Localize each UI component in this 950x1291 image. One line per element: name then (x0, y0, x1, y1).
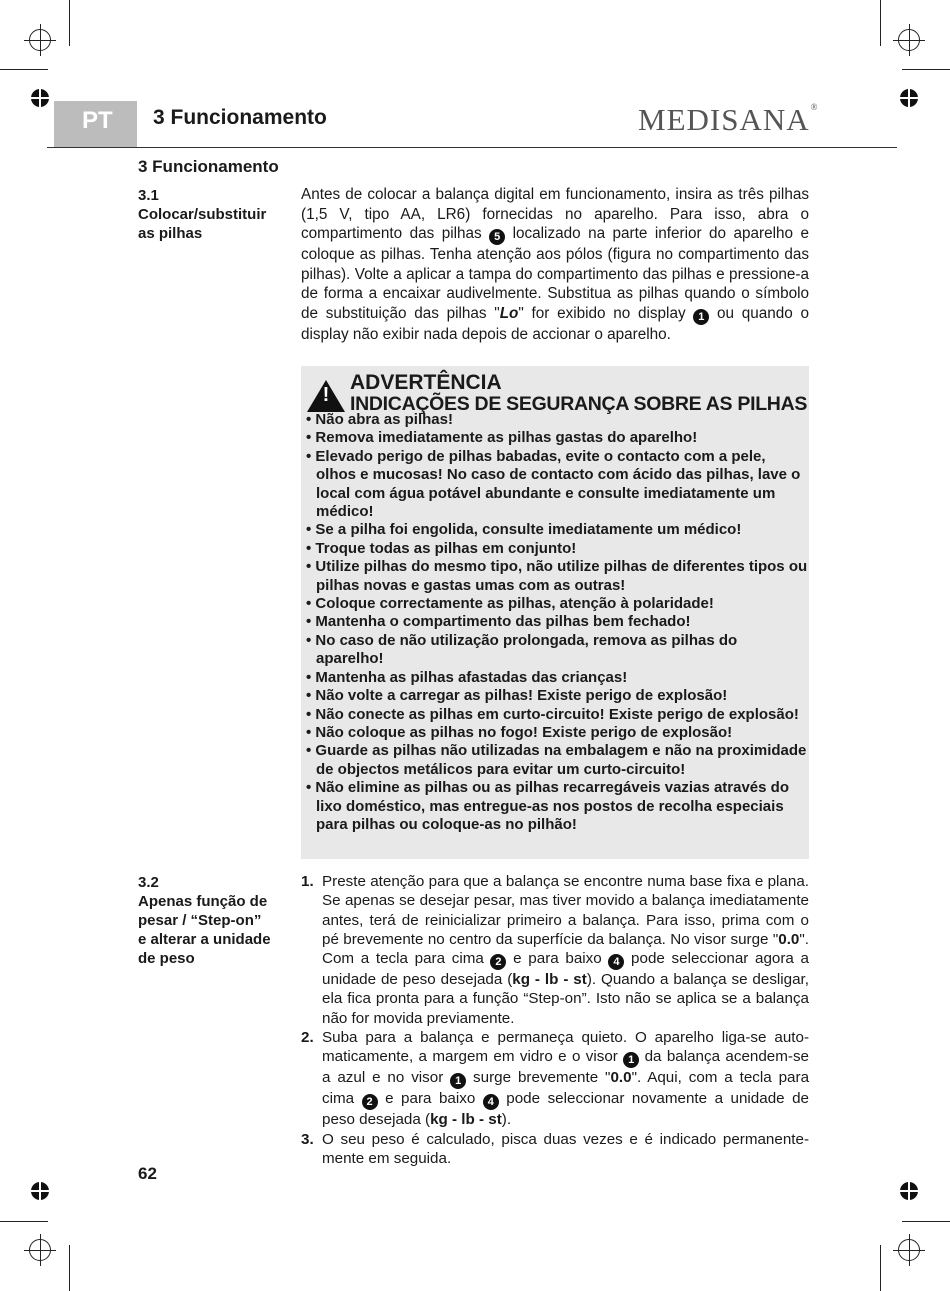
text: localizado na parte inferior do aparelho e coloque as pilhas. Tenha atenção aos pólos (figura no compartimento das pilhas). Volte a aplicar a tampa do compartimento das pilhas e pressione-a de forma a encaixar audivelmente. Substitua as pilhas quando o símbolo de substituição das pilhas " (301, 225, 809, 322)
list-item: • Guarde as pilhas não utilizadas na embalagem e não na proximidade de objectos metálicos para evitar um curto-circuito! (306, 742, 807, 778)
list-item: • Elevado perigo de pilhas babadas, evite o contacto com a pele, olhos e mucosas! No caso de contacto com ácido das pilhas, lave o local com água potável abundante e consulte imediatamente um médico! (306, 447, 801, 521)
ref-number-icon: 2 (490, 954, 506, 970)
registered-mark: ® (810, 102, 819, 112)
ref-number-icon: 5 (489, 229, 505, 245)
step-number: 3. (301, 1130, 314, 1148)
section-number: 3.1 (138, 187, 159, 204)
text: ou quando o display não exibir nada depois de accionar o aparelho. (301, 304, 809, 343)
warning-list (306, 411, 808, 834)
step-item (301, 872, 809, 1028)
list-item: • Não conecte as pilhas em curto-circuito! Existe perigo de explosão! (306, 705, 799, 723)
list-item: • Troque todas as pilhas em conjunto! (306, 539, 577, 557)
section-label-line: as pilhas (138, 225, 203, 242)
step-item (301, 1130, 809, 1169)
warning-box (301, 366, 809, 859)
text: surge brevemente " (466, 1069, 611, 1087)
text: da balança acendem-se a azul e no visor (322, 1048, 809, 1087)
step-number: 2. (301, 1029, 314, 1047)
ref-number-icon: 1 (450, 1073, 466, 1089)
crop-mark (902, 1221, 950, 1222)
list-item: • Não volte a carregar as pilhas! Existe perigo de explosão! (306, 687, 728, 705)
registration-mark-icon (898, 29, 920, 51)
text: ). (501, 1111, 512, 1129)
text: ". Com a tecla para cima (322, 930, 809, 968)
registration-dot-icon (31, 89, 49, 107)
warning-title: ADVERTÊNCIA (350, 371, 502, 394)
list-item: • Mantenha o compartimento das pilhas bem fechado! (306, 613, 691, 631)
list-item: • Se a pilha foi engolida, consulte imediatamente um médico! (306, 521, 742, 539)
warning-subtitle: INDICAÇÕES DE SEGURANÇA SOBRE AS PILHAS (350, 393, 808, 415)
registration-dot-icon (31, 1182, 49, 1200)
page-number: 62 (138, 1164, 157, 1183)
section-title: 3 Funcionamento (138, 157, 279, 176)
list-item: • Utilize pilhas do mesmo tipo, não utilize pilhas de diferentes tipos ou pilhas novas e gastas umas com as outras! (306, 558, 808, 594)
display-value: 0.0 (610, 1069, 632, 1087)
list-item: • Remova imediatamente as pilhas gastas do aparelho! (306, 429, 698, 447)
text: Suba para a balança e permaneça quieto. O aparelho liga-se automaticamente, a margem em vidro e o visor (322, 1029, 809, 1066)
crop-mark (902, 69, 950, 70)
crop-mark (880, 1245, 881, 1291)
header-divider (47, 147, 897, 148)
ref-number-icon: 2 (362, 1094, 378, 1110)
ref-number-icon: 4 (483, 1094, 499, 1110)
crop-mark (0, 1221, 48, 1222)
text: e para baixo (506, 950, 609, 968)
section-label-line: Colocar/substituir (138, 206, 267, 223)
registration-dot-icon (900, 1182, 918, 1200)
list-item: • Coloque correctamente as pilhas, atenção à polaridade! (306, 595, 714, 613)
text: e para baixo (377, 1090, 483, 1108)
ref-number-icon: 4 (608, 954, 624, 970)
crop-mark (0, 69, 48, 70)
text: pode seleccionar agora a unidade de peso desejada ( (322, 950, 810, 989)
section-3-2-label (138, 873, 271, 968)
section-3-1-label (138, 186, 266, 243)
list-item: • Mantenha as pilhas afastadas das crianças! (306, 668, 628, 686)
step-number: 1. (301, 873, 314, 890)
exclamation-icon: ! (322, 384, 330, 406)
step-item (301, 1028, 809, 1130)
units-text: kg - lb - st (430, 1111, 502, 1129)
registration-mark-icon (898, 1239, 920, 1261)
crop-mark (69, 1245, 70, 1291)
section-number: 3.2 (138, 874, 159, 891)
section-3-1-paragraph (301, 185, 809, 344)
section-label-line: pesar / “Step-on” (138, 912, 262, 929)
lo-symbol: Lo (499, 304, 519, 322)
crop-mark (69, 0, 70, 46)
registration-mark-icon (29, 1239, 51, 1261)
text: ". Aqui, com a tecla para cima (322, 1069, 810, 1108)
language-badge: PT (54, 101, 137, 147)
section-label-line: e alterar a unidade (138, 931, 271, 948)
text: Antes de colocar a balança digital em funcionamento, insira as três pilhas (1,5 V, tipo AA, LR6) fornecidas no aparelho. Para isso, abra o compartimento das pilhas (301, 186, 809, 242)
steps-list (301, 872, 809, 1168)
list-item: • Não coloque as pilhas no fogo! Existe perigo de explosão! (306, 723, 733, 741)
list-item: • Não abra as pilhas! (306, 411, 453, 428)
section-label-line: de peso (138, 950, 195, 967)
list-item: • No caso de não utilização prolongada, remova as pilhas do aparelho! (306, 631, 738, 668)
ref-number-icon: 1 (693, 309, 709, 325)
units-text: kg - lb - st (512, 971, 587, 989)
list-item: • Não elimine as pilhas ou as pilhas recarregáveis vazias através do lixo doméstico, mas entregue-as nos postos de recolha especiais para pilhas ou coloque-as no pilhão! (306, 779, 789, 833)
registration-mark-icon (29, 29, 51, 51)
registration-dot-icon (900, 89, 918, 107)
text: O seu peso é calculado, pisca duas vezes e é indicado permanentemente em seguida. (322, 1130, 809, 1167)
text: " for exibido no display (518, 304, 694, 322)
text: Preste atenção para que a balança se encontre numa base fixa e plana. Se apenas se desejar pesar, mas tiver movido a balança imediatamente antes, terá de reinicializar primeiro a balança. Para isso, prima com o pé brevemente no centro da superfície da balança. No visor surge " (322, 873, 809, 948)
section-label-line: Apenas função de (138, 893, 268, 910)
ref-number-icon: 1 (623, 1052, 639, 1068)
text: pode seleccionar novamente a unidade de peso desejada ( (322, 1090, 809, 1129)
header-title: 3 Funcionamento (153, 106, 327, 129)
brand-logo (638, 102, 818, 138)
brand-name: MEDISANA (638, 102, 810, 137)
text: ). Quando a balança se desligar, ela fica pronta para a função “Step-on”. Isto não se aplica se a balança não for movida previamente. (322, 971, 809, 1027)
crop-mark (880, 0, 881, 46)
display-value: 0.0 (778, 930, 800, 948)
